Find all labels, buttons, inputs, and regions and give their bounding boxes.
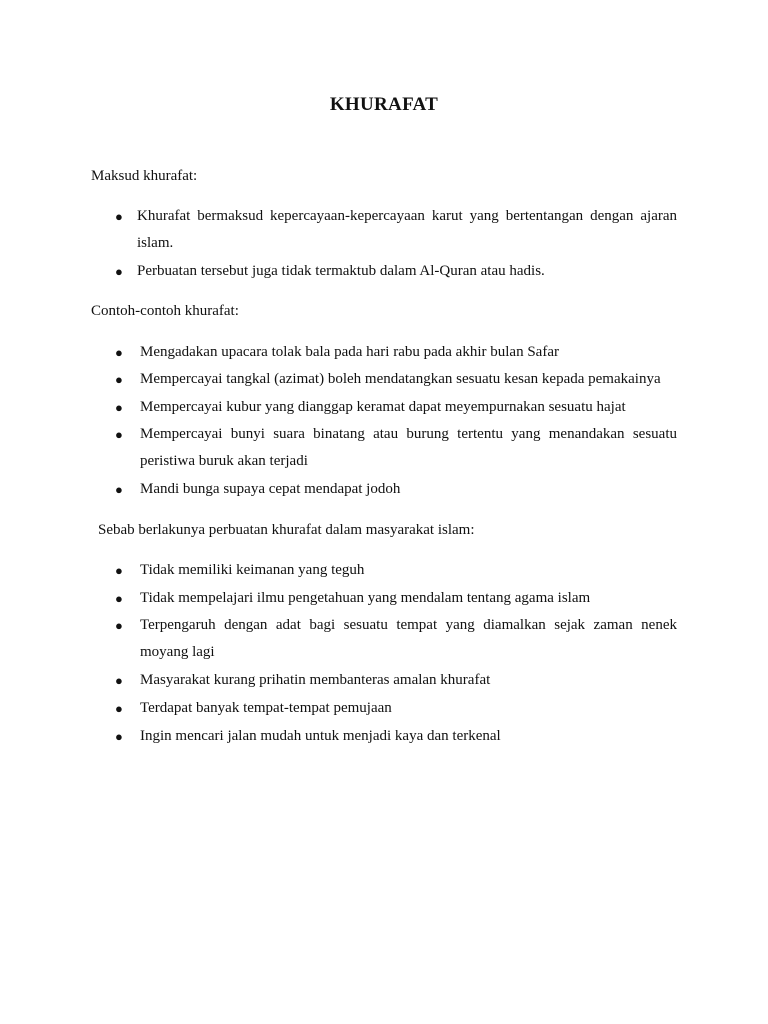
list-item [115, 723, 677, 750]
list-item-text: Tidak memiliki keimanan yang teguh [140, 562, 365, 578]
list-item-text: Mempercayai kubur yang dianggap keramat dapat meyempurnakan sesuatu hajat [140, 399, 626, 415]
section-heading-sebab: Sebab berlakunya perbuatan khurafat dalam masyarakat islam: [98, 522, 475, 538]
list-item [115, 667, 677, 694]
list-item-text: Mengadakan upacara tolak bala pada hari rabu pada akhir bulan Safar [140, 344, 559, 360]
list-item-text: Mandi bunga supaya cepat mendapat jodoh [140, 481, 401, 497]
bullet-icon: ● [115, 591, 123, 606]
bullet-icon: ● [115, 701, 123, 716]
list-item [115, 585, 677, 612]
bullet-icon: ● [115, 482, 123, 497]
bullet-icon: ● [115, 264, 123, 279]
section-heading-contoh: Contoh-contoh khurafat: [91, 303, 239, 319]
list-item-text: Mempercayai bunyi suara binatang atau burung tertentu yang menandakan sesuatu peristiwa buruk akan terjadi [140, 426, 677, 469]
list-item-text: Terdapat banyak tempat-tempat pemujaan [140, 700, 392, 716]
list-item [115, 421, 677, 475]
bullet-icon: ● [115, 618, 123, 633]
list-item-text: Tidak mempelajari ilmu pengetahuan yang mendalam tentang agama islam [140, 590, 591, 606]
bullet-icon: ● [115, 345, 123, 360]
list-item [115, 394, 677, 421]
list-item-text: Khurafat bermaksud kepercayaan-kepercayaan karut yang bertentangan dengan ajaran islam. [137, 208, 677, 251]
list-item-text: Ingin mencari jalan mudah untuk menjadi kaya dan terkenal [140, 728, 501, 744]
list-item [115, 476, 677, 503]
bullet-icon: ● [115, 372, 123, 387]
list-item [115, 695, 677, 722]
list-item [115, 339, 677, 366]
list-item-text: Mempercayai tangkal (azimat) boleh mendatangkan sesuatu kesan kepada pemakainya [140, 371, 661, 387]
bullet-icon: ● [115, 209, 123, 224]
list-item-text: Perbuatan tersebut juga tidak termaktub dalam Al-Quran atau hadis. [137, 263, 545, 279]
bullet-icon: ● [115, 427, 123, 442]
bullet-icon: ● [115, 563, 123, 578]
list-item [115, 258, 677, 285]
list-item-text: Masyarakat kurang prihatin membanteras amalan khurafat [140, 672, 491, 688]
list-item [115, 557, 677, 584]
list-item [115, 203, 677, 257]
list-item [115, 612, 677, 666]
section-heading-maksud: Maksud khurafat: [91, 168, 198, 184]
bullet-icon: ● [115, 729, 123, 744]
list-item [115, 366, 677, 393]
list-item-text: Terpengaruh dengan adat bagi sesuatu tempat yang diamalkan sejak zaman nenek moyang lagi [140, 617, 677, 660]
document-title: KHURAFAT [329, 94, 439, 115]
bullet-icon: ● [115, 400, 123, 415]
bullet-icon: ● [115, 673, 123, 688]
